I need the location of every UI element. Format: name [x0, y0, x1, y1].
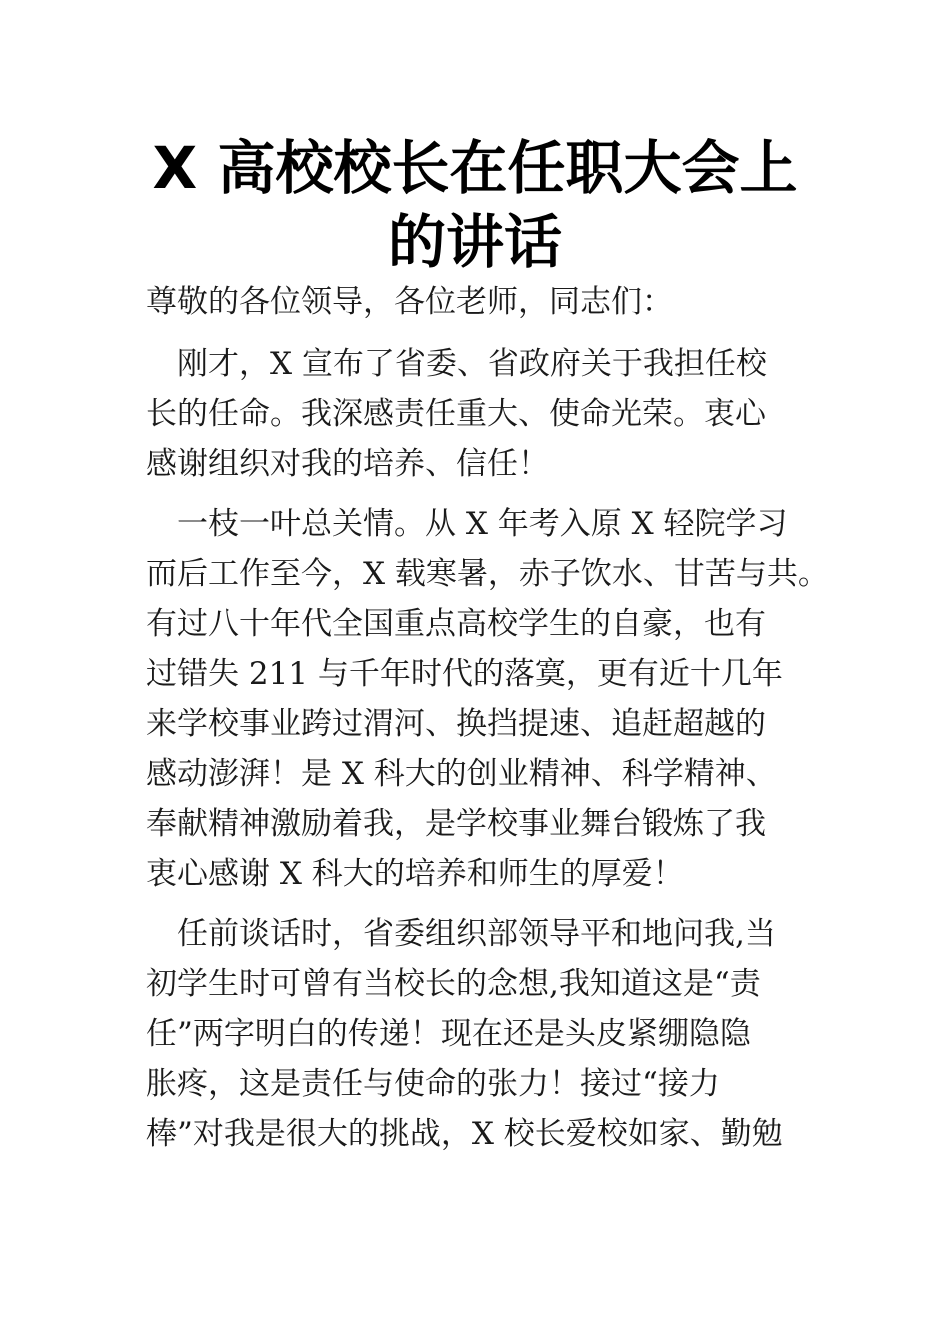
- body-text-line: 过错失 211 与千年时代的落寞，更有近十几年: [146, 656, 783, 692]
- body-text-line: 奉献精神激励着我，是学校事业舞台锻炼了我: [146, 806, 766, 842]
- body-text-line: 感谢组织对我的培养、信任！: [146, 446, 549, 482]
- document-title-line-1: X 高校校长在任职大会上: [152, 134, 798, 202]
- body-text-line: 一枝一叶总关情。从 X 年考入原 X 轻院学习: [146, 506, 788, 542]
- body-text-line: 衷心感谢 X 科大的培养和师生的厚爱！: [146, 856, 684, 892]
- document-title-line-2: 的讲话: [387, 208, 562, 276]
- body-text-line: 刚才，X 宣布了省委、省政府关于我担任校: [146, 346, 767, 382]
- salutation-line: 尊敬的各位领导，各位老师，同志们：: [146, 284, 673, 320]
- body-text-line: 而后工作至今，X 载寒暑，赤子饮水、甘苦与共。: [146, 556, 829, 592]
- body-text-line: 初学生时可曾有当校长的念想,我知道这是“责: [146, 966, 761, 1002]
- body-text-line: 长的任命。我深感责任重大、使命光荣。衷心: [146, 396, 766, 432]
- body-text-line: 有过八十年代全国重点高校学生的自豪，也有: [146, 606, 766, 642]
- body-text-line: 来学校事业跨过渭河、换挡提速、追赶超越的: [146, 706, 766, 742]
- body-text-line: 感动澎湃！是 X 科大的创业精神、科学精神、: [146, 756, 777, 792]
- body-text-line: 胀疼，这是责任与使命的张力！接过“接力: [146, 1066, 720, 1102]
- body-text-line: 棒”对我是很大的挑战，X 校长爱校如家、勤勉: [146, 1116, 783, 1152]
- body-text-line: 任前谈话时，省委组织部领导平和地问我,当: [146, 916, 776, 952]
- body-text-line: 任”两字明白的传递！现在还是头皮紧绷隐隐: [146, 1016, 751, 1052]
